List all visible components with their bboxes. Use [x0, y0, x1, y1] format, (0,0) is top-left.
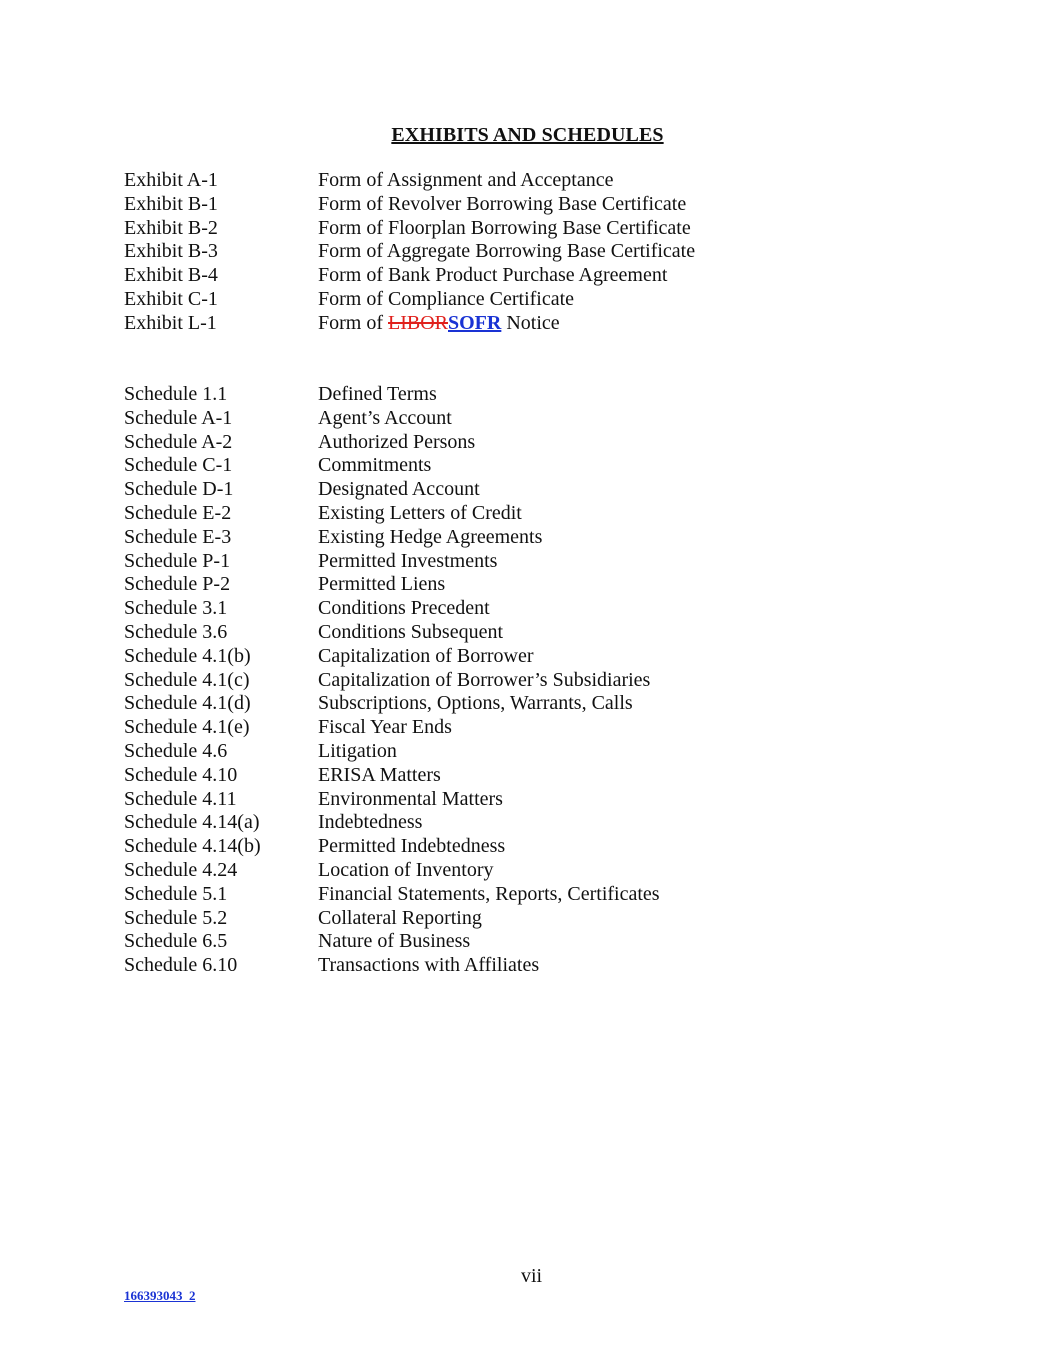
schedule-row [124, 621, 660, 645]
schedule-description: Indebtedness [318, 811, 423, 834]
schedule-row [124, 930, 660, 954]
schedule-row [124, 407, 660, 431]
page-number: vii [520, 1265, 543, 1287]
schedule-description: Capitalization of Borrower [318, 644, 534, 667]
schedule-description: Existing Hedge Agreements [318, 525, 543, 548]
exhibit-description: Form of Floorplan Borrowing Base Certificate [318, 216, 691, 239]
page-title: EXHIBITS AND SCHEDULES [391, 124, 664, 146]
schedules-list [124, 383, 660, 978]
schedule-row [124, 835, 660, 859]
schedule-description: Location of Inventory [318, 858, 494, 881]
schedule-description: Collateral Reporting [318, 906, 482, 929]
exhibit-l1-prefix: Form of [318, 311, 388, 334]
exhibit-l1-suffix: Notice [501, 311, 560, 334]
schedule-code: Schedule 5.1 [124, 882, 228, 905]
schedule-code: Schedule 4.10 [124, 763, 238, 786]
schedule-code: Schedule 3.1 [124, 597, 228, 620]
schedule-description: Subscriptions, Options, Warrants, Calls [318, 692, 633, 715]
schedule-row [124, 740, 660, 764]
exhibits-list [124, 169, 695, 336]
schedule-row [124, 788, 660, 812]
schedule-row [124, 550, 660, 574]
schedule-code: Schedule 4.1(e) [124, 716, 250, 739]
schedule-description: Agent’s Account [318, 406, 452, 429]
schedule-code: Schedule D-1 [124, 478, 234, 501]
exhibit-row-l1 [124, 312, 695, 336]
exhibit-description: Form of Assignment and Acceptance [318, 169, 614, 191]
schedule-code: Schedule P-2 [124, 573, 231, 596]
schedule-description: Capitalization of Borrower’s Subsidiaries [318, 668, 651, 691]
schedule-description: Designated Account [318, 478, 480, 501]
schedule-row [124, 954, 660, 978]
schedule-description: Litigation [318, 739, 397, 762]
schedule-row [124, 478, 660, 502]
schedule-row [124, 454, 660, 478]
schedule-code: Schedule A-2 [124, 430, 233, 453]
schedule-row [124, 502, 660, 526]
exhibit-row [124, 240, 695, 264]
schedule-description: Existing Letters of Credit [318, 501, 522, 524]
schedule-description: ERISA Matters [318, 763, 441, 786]
schedule-description: Fiscal Year Ends [318, 716, 452, 739]
schedule-description: Authorized Persons [318, 430, 476, 453]
schedule-code: Schedule C-1 [124, 454, 233, 477]
exhibit-row [124, 169, 695, 193]
exhibit-row [124, 193, 695, 217]
exhibit-code: Exhibit B-1 [124, 192, 218, 215]
schedule-code: Schedule 4.1(d) [124, 692, 251, 715]
exhibit-code: Exhibit L-1 [124, 311, 217, 334]
schedule-code: Schedule 4.1(c) [124, 668, 250, 691]
schedule-code: Schedule 4.14(b) [124, 835, 261, 858]
schedule-code: Schedule 4.1(b) [124, 644, 251, 667]
schedule-row [124, 764, 660, 788]
inserted-text-sofr: SOFR [448, 311, 502, 334]
schedule-code: Schedule E-3 [124, 525, 232, 548]
schedule-row [124, 859, 660, 883]
schedule-description: Permitted Investments [318, 549, 498, 572]
schedule-code: Schedule P-1 [124, 549, 231, 572]
schedule-description: Conditions Subsequent [318, 620, 504, 643]
schedule-row [124, 383, 660, 407]
exhibit-description: Form of Revolver Borrowing Base Certificate [318, 192, 687, 215]
schedule-code: Schedule 4.11 [124, 787, 237, 810]
schedule-row [124, 883, 660, 907]
schedule-row [124, 431, 660, 455]
exhibit-row [124, 288, 695, 312]
schedule-code: Schedule 5.2 [124, 906, 228, 929]
exhibit-description [318, 312, 695, 336]
exhibit-code: Exhibit C-1 [124, 287, 218, 310]
schedule-row [124, 526, 660, 550]
schedule-description: Conditions Precedent [318, 597, 490, 620]
schedule-description: Permitted Liens [318, 573, 446, 596]
exhibit-code: Exhibit B-3 [124, 240, 218, 263]
exhibit-code: Exhibit B-4 [124, 264, 218, 287]
schedule-row [124, 907, 660, 931]
schedule-description: Environmental Matters [318, 787, 503, 810]
schedule-code: Schedule E-2 [124, 501, 232, 524]
schedule-code: Schedule 4.24 [124, 858, 238, 881]
exhibit-description: Form of Aggregate Borrowing Base Certificate [318, 240, 696, 263]
exhibit-code: Exhibit B-2 [124, 216, 218, 239]
schedule-row [124, 597, 660, 621]
exhibit-description: Form of Bank Product Purchase Agreement [318, 264, 668, 287]
exhibit-row [124, 217, 695, 241]
schedule-code: Schedule 3.6 [124, 620, 228, 643]
schedule-row [124, 645, 660, 669]
schedule-description: Transactions with Affiliates [318, 954, 540, 977]
schedule-description: Commitments [318, 454, 432, 477]
schedule-row [124, 573, 660, 597]
schedule-row [124, 811, 660, 835]
schedule-description: Financial Statements, Reports, Certificates [318, 882, 660, 905]
schedule-code: Schedule 4.6 [124, 739, 228, 762]
schedule-description: Permitted Indebtedness [318, 835, 506, 858]
schedule-code: Schedule A-1 [124, 406, 233, 429]
schedule-row [124, 669, 660, 693]
schedule-code: Schedule 1.1 [124, 383, 228, 405]
schedule-description: Nature of Business [318, 930, 471, 953]
schedule-code: Schedule 6.5 [124, 930, 228, 953]
schedule-code: Schedule 4.14(a) [124, 811, 260, 834]
exhibit-row [124, 264, 695, 288]
exhibit-code: Exhibit A-1 [124, 169, 218, 191]
deleted-text-libor: LIBOR [388, 311, 448, 334]
schedule-description: Defined Terms [318, 383, 437, 405]
schedule-row [124, 692, 660, 716]
document-id-link[interactable]: 166393043_2 [124, 1288, 196, 1303]
exhibit-description: Form of Compliance Certificate [318, 287, 575, 310]
schedule-row [124, 716, 660, 740]
schedule-code: Schedule 6.10 [124, 954, 238, 977]
